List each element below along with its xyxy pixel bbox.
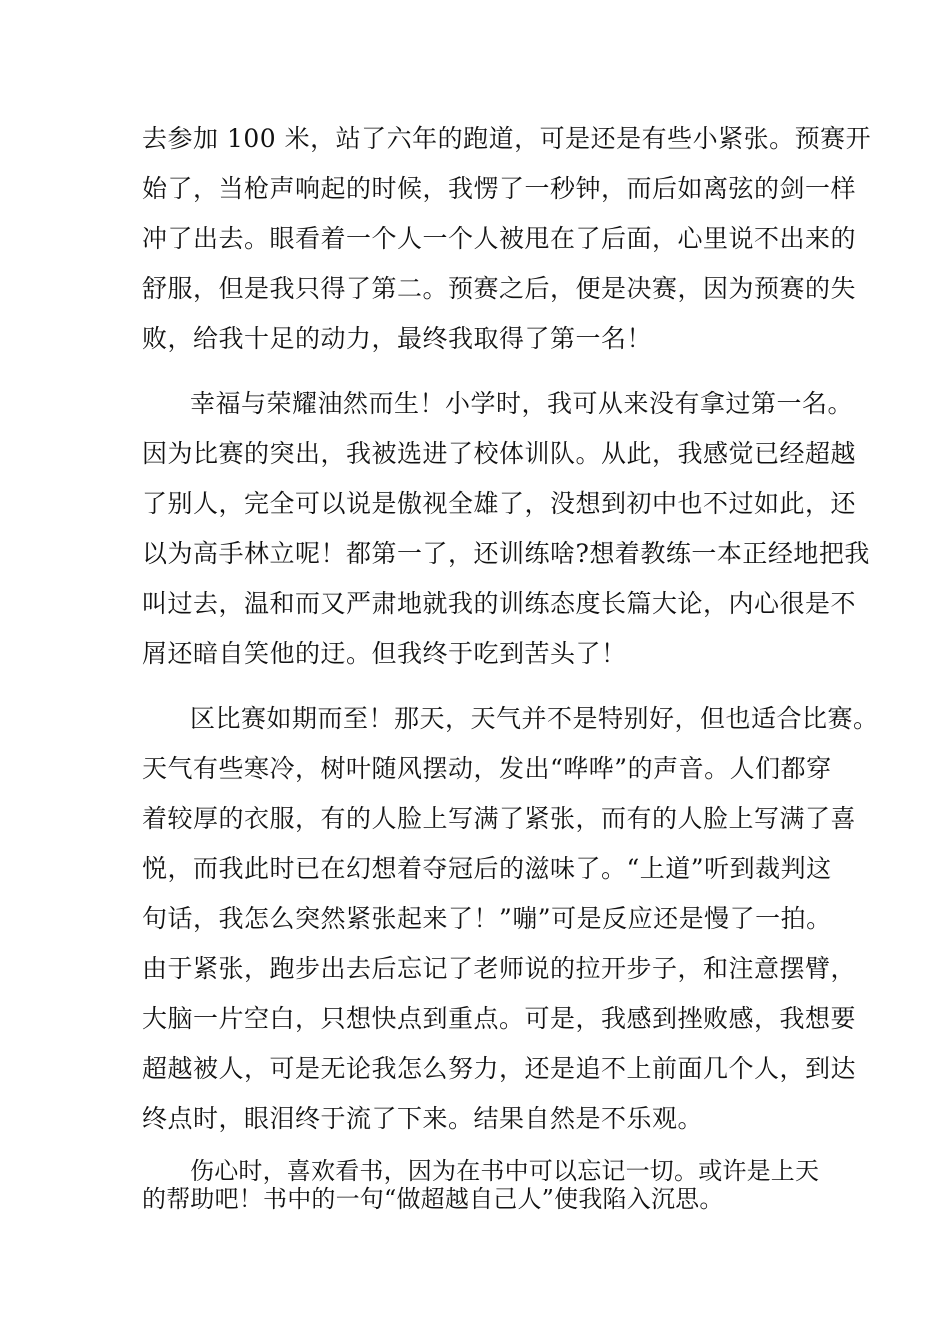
paragraph-1-line-5: 败，给我十足的动力，最终我取得了第一名！ (142, 324, 653, 353)
paragraph-1-line-4: 舒服，但是我只得了第二。预赛之后，便是决赛，因为预赛的失 (142, 274, 857, 303)
paragraph-3-line-6: 由于紧张，跑步出去后忘记了老师说的拉开步子，和注意摆臂， (142, 954, 857, 983)
paragraph-4-line-1: 伤心时，喜欢看书，因为在书中可以忘记一切。或许是上天 (190, 1157, 820, 1185)
paragraph-2-line-5: 叫过去，温和而又严肃地就我的训练态度长篇大论，内心很是不 (142, 589, 857, 618)
paragraph-3-line-8: 超越被人，可是无论我怎么努力，还是追不上前面几个人，到达 (142, 1054, 857, 1083)
paragraph-2-line-1: 幸福与荣耀油然而生！小学时，我可从来没有拿过第一名。 (190, 389, 854, 418)
paragraph-2-line-2: 因为比赛的突出，我被选进了校体训队。从此，我感觉已经超越 (142, 439, 857, 468)
paragraph-3-line-4: 悦，而我此时已在幻想着夺冠后的滋味了。“上道”听到裁判这 (142, 854, 832, 883)
paragraph-1-line-1: 去参加 100 米，站了六年的跑道，可是还是有些小紧张。预赛开 (142, 124, 872, 153)
paragraph-3-line-2: 天气有些寒冷，树叶随风摆动，发出“哗哗”的声音。人们都穿 (142, 754, 832, 783)
paragraph-3-line-5: 句话，我怎么突然紧张起来了！”嘣”可是反应还是慢了一拍。 (142, 904, 832, 933)
paragraph-3-line-3: 着较厚的衣服，有的人脸上写满了紧张，而有的人脸上写满了喜 (142, 804, 857, 833)
paragraph-1-line-2: 始了，当枪声响起的时候，我愣了一秒钟，而后如离弦的剑一样 (142, 174, 857, 203)
paragraph-2-line-4: 以为高手林立呢！都第一了，还训练啥?想着教练一本正经地把我 (142, 539, 870, 568)
paragraph-2-line-6: 屑还暗自笑他的迂。但我终于吃到苦头了！ (142, 639, 627, 668)
paragraph-1-line-3: 冲了出去。眼看着一个人一个人被甩在了后面，心里说不出来的 (142, 224, 857, 253)
paragraph-3-line-9: 终点时，眼泪终于流了下来。结果自然是不乐观。 (142, 1104, 704, 1133)
paragraph-4-line-2: 的帮助吧！书中的一句“做超越自己人”使我陷入沉思。 (142, 1185, 724, 1213)
paragraph-3-line-7: 大脑一片空白，只想快点到重点。可是，我感到挫败感，我想要 (142, 1004, 857, 1033)
paragraph-2-line-3: 了别人，完全可以说是傲视全雄了，没想到初中也不过如此，还 (142, 489, 857, 518)
paragraph-3-line-1: 区比赛如期而至！那天，天气并不是特别好，但也适合比赛。 (190, 704, 879, 733)
